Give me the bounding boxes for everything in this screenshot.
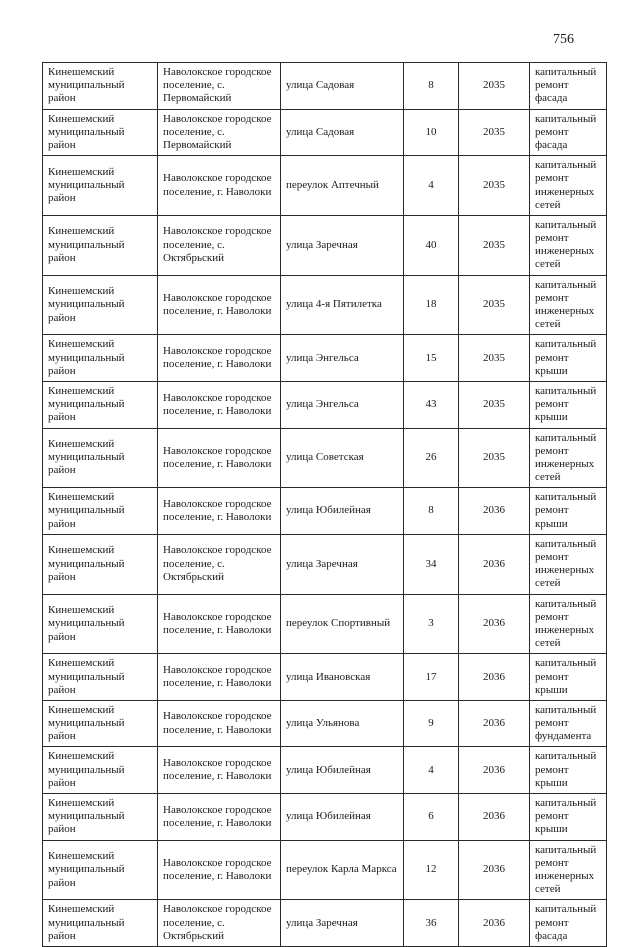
table-row xyxy=(43,215,607,275)
cell-settlement: Наволокское городское поселение, г. Наволоки xyxy=(158,335,281,382)
cell-district: Кинешемский муниципальный район xyxy=(43,275,158,335)
cell-year: 2036 xyxy=(459,747,530,794)
table-row xyxy=(43,335,607,382)
cell-work: капитальный ремонт крыши xyxy=(530,654,607,701)
cell-settlement: Наволокское городское поселение, г. Наволоки xyxy=(158,794,281,841)
cell-street: улица Ивановская xyxy=(281,654,404,701)
cell-house: 43 xyxy=(404,381,459,428)
cell-street: улица 4-я Пятилетка xyxy=(281,275,404,335)
cell-street: улица Юбилейная xyxy=(281,747,404,794)
cell-district: Кинешемский муниципальный район xyxy=(43,488,158,535)
cell-year: 2036 xyxy=(459,534,530,594)
cell-district: Кинешемский муниципальный район xyxy=(43,534,158,594)
cell-work: капитальный ремонт инженерных сетей xyxy=(530,215,607,275)
cell-work: капитальный ремонт инженерных сетей xyxy=(530,594,607,654)
table-row xyxy=(43,488,607,535)
cell-settlement: Наволокское городское поселение, г. Наволоки xyxy=(158,654,281,701)
repair-schedule-table xyxy=(42,62,607,947)
cell-work: капитальный ремонт фасада xyxy=(530,63,607,110)
cell-house: 26 xyxy=(404,428,459,488)
cell-district: Кинешемский муниципальный район xyxy=(43,900,158,947)
cell-work: капитальный ремонт крыши xyxy=(530,747,607,794)
table-row xyxy=(43,275,607,335)
cell-work: капитальный ремонт крыши xyxy=(530,794,607,841)
cell-year: 2036 xyxy=(459,488,530,535)
cell-house: 40 xyxy=(404,215,459,275)
cell-house: 3 xyxy=(404,594,459,654)
cell-year: 2036 xyxy=(459,700,530,747)
cell-district: Кинешемский муниципальный район xyxy=(43,794,158,841)
cell-settlement: Наволокское городское поселение, с. Первомайский xyxy=(158,109,281,156)
table-row xyxy=(43,534,607,594)
cell-street: улица Заречная xyxy=(281,534,404,594)
cell-year: 2036 xyxy=(459,840,530,900)
table-row xyxy=(43,428,607,488)
cell-work: капитальный ремонт фундамента xyxy=(530,700,607,747)
table-row xyxy=(43,654,607,701)
cell-work: капитальный ремонт фасада xyxy=(530,900,607,947)
cell-district: Кинешемский муниципальный район xyxy=(43,654,158,701)
cell-settlement: Наволокское городское поселение, с. Первомайский xyxy=(158,63,281,110)
table-row xyxy=(43,900,607,947)
cell-year: 2035 xyxy=(459,428,530,488)
cell-year: 2036 xyxy=(459,900,530,947)
cell-settlement: Наволокское городское поселение, г. Наволоки xyxy=(158,428,281,488)
cell-work: капитальный ремонт крыши xyxy=(530,335,607,382)
table-row xyxy=(43,840,607,900)
cell-settlement: Наволокское городское поселение, с. Октябрьский xyxy=(158,534,281,594)
cell-year: 2036 xyxy=(459,594,530,654)
cell-district: Кинешемский муниципальный район xyxy=(43,747,158,794)
cell-house: 6 xyxy=(404,794,459,841)
table-row xyxy=(43,63,607,110)
cell-house: 9 xyxy=(404,700,459,747)
cell-district: Кинешемский муниципальный район xyxy=(43,381,158,428)
cell-settlement: Наволокское городское поселение, г. Наволоки xyxy=(158,747,281,794)
table-row xyxy=(43,794,607,841)
cell-street: улица Садовая xyxy=(281,109,404,156)
cell-house: 36 xyxy=(404,900,459,947)
cell-house: 12 xyxy=(404,840,459,900)
cell-settlement: Наволокское городское поселение, с. Октябрьский xyxy=(158,900,281,947)
cell-work: капитальный ремонт инженерных сетей xyxy=(530,428,607,488)
table-row xyxy=(43,381,607,428)
cell-street: улица Заречная xyxy=(281,215,404,275)
cell-year: 2035 xyxy=(459,215,530,275)
cell-year: 2035 xyxy=(459,63,530,110)
cell-street: улица Садовая xyxy=(281,63,404,110)
cell-settlement: Наволокское городское поселение, г. Наволоки xyxy=(158,840,281,900)
cell-district: Кинешемский муниципальный район xyxy=(43,63,158,110)
cell-year: 2036 xyxy=(459,654,530,701)
cell-year: 2035 xyxy=(459,335,530,382)
cell-house: 18 xyxy=(404,275,459,335)
cell-district: Кинешемский муниципальный район xyxy=(43,335,158,382)
table-row xyxy=(43,594,607,654)
cell-settlement: Наволокское городское поселение, с. Октябрьский xyxy=(158,215,281,275)
cell-house: 8 xyxy=(404,488,459,535)
cell-work: капитальный ремонт крыши xyxy=(530,488,607,535)
cell-district: Кинешемский муниципальный район xyxy=(43,594,158,654)
cell-district: Кинешемский муниципальный район xyxy=(43,700,158,747)
cell-street: улица Ульянова xyxy=(281,700,404,747)
cell-street: переулок Карла Маркса xyxy=(281,840,404,900)
cell-year: 2036 xyxy=(459,794,530,841)
cell-settlement: Наволокское городское поселение, г. Наволоки xyxy=(158,381,281,428)
cell-house: 34 xyxy=(404,534,459,594)
cell-street: улица Юбилейная xyxy=(281,794,404,841)
cell-house: 15 xyxy=(404,335,459,382)
cell-street: улица Энгельса xyxy=(281,335,404,382)
cell-year: 2035 xyxy=(459,156,530,216)
cell-district: Кинешемский муниципальный район xyxy=(43,156,158,216)
cell-house: 4 xyxy=(404,156,459,216)
table-row xyxy=(43,156,607,216)
cell-house: 8 xyxy=(404,63,459,110)
cell-work: капитальный ремонт инженерных сетей xyxy=(530,534,607,594)
cell-work: капитальный ремонт фасада xyxy=(530,109,607,156)
cell-settlement: Наволокское городское поселение, г. Наволоки xyxy=(158,488,281,535)
cell-street: улица Юбилейная xyxy=(281,488,404,535)
cell-street: улица Энгельса xyxy=(281,381,404,428)
cell-street: улица Заречная xyxy=(281,900,404,947)
cell-street: улица Советская xyxy=(281,428,404,488)
cell-district: Кинешемский муниципальный район xyxy=(43,109,158,156)
cell-work: капитальный ремонт инженерных сетей xyxy=(530,840,607,900)
cell-work: капитальный ремонт инженерных сетей xyxy=(530,275,607,335)
cell-work: капитальный ремонт инженерных сетей xyxy=(530,156,607,216)
cell-settlement: Наволокское городское поселение, г. Наволоки xyxy=(158,275,281,335)
table-row xyxy=(43,747,607,794)
cell-work: капитальный ремонт крыши xyxy=(530,381,607,428)
table-row xyxy=(43,109,607,156)
cell-house: 4 xyxy=(404,747,459,794)
table-row xyxy=(43,700,607,747)
page-number: 756 xyxy=(553,32,574,47)
cell-settlement: Наволокское городское поселение, г. Наволоки xyxy=(158,700,281,747)
cell-year: 2035 xyxy=(459,275,530,335)
cell-street: переулок Спортивный xyxy=(281,594,404,654)
cell-district: Кинешемский муниципальный район xyxy=(43,428,158,488)
table-body xyxy=(43,63,607,947)
cell-year: 2035 xyxy=(459,381,530,428)
cell-district: Кинешемский муниципальный район xyxy=(43,840,158,900)
cell-settlement: Наволокское городское поселение, г. Наволоки xyxy=(158,594,281,654)
cell-year: 2035 xyxy=(459,109,530,156)
cell-street: переулок Аптечный xyxy=(281,156,404,216)
cell-district: Кинешемский муниципальный район xyxy=(43,215,158,275)
cell-house: 10 xyxy=(404,109,459,156)
cell-house: 17 xyxy=(404,654,459,701)
cell-settlement: Наволокское городское поселение, г. Наволоки xyxy=(158,156,281,216)
